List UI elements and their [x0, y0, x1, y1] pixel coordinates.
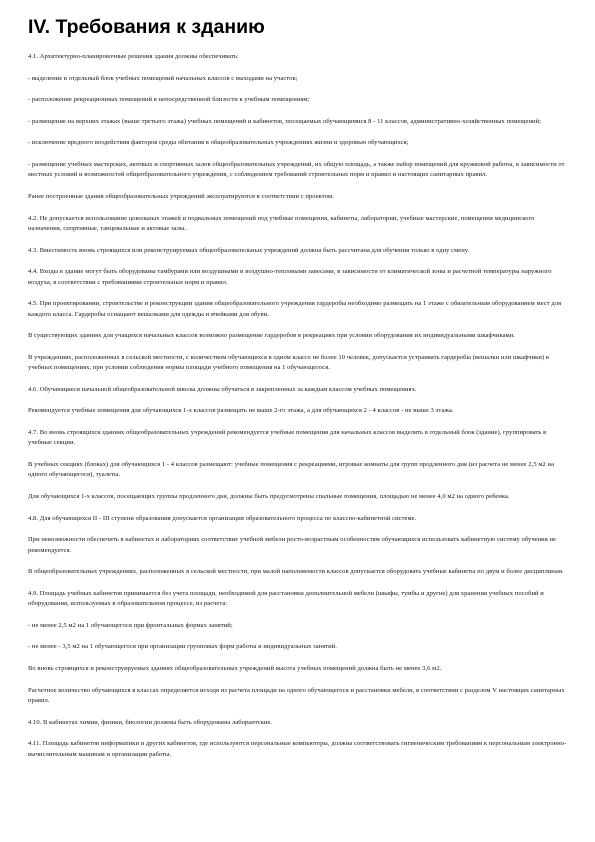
paragraph-4-4: 4.4. Входы в здание могут быть оборудованы тамбурами или воздушными и воздушно-тепловыми завесами, в зависимости от климатической зоны и расчетной температуры наружного воздуха, в соответствии с требованиями строительных норм и правил.: [28, 268, 552, 286]
paragraph-4-5: 4.5. При проектировании, строительстве и реконструкции здания общеобразовательного учреждения гардеробы необходимо размещать на 1 этаже с обязательным оборудованием мест для каждого класса. Гардеробы оснащают вешалками для одежды и ячейками для обуви.: [28, 300, 562, 318]
paragraph: Рекомендуется учебные помещения для обучающихся 1-х классов размещать не выше 2-го этажа, а для обучающихся 2 - 4 классов - не выше 3 этажа.: [28, 407, 454, 415]
list-item: - размещение учебных мастерских, актовых и спортивных залов общеобразовательных учреждений, их общую площадь, а также набор помещений для кружковой работы, в зависимости от местных условий и возможностей общеобразовательного учреждения, с соблюдением требований строительных норм и правил и настоящих санитарных правил.: [28, 160, 565, 179]
list-item: - размещение на верхних этажах (выше третьего этажа) учебных помещений и кабинетов, посещаемых обучающимися 8 - 11 классов, административно-хозяйственных помещений;: [28, 117, 542, 125]
paragraph-4-10: 4.10. В кабинетах химии, физики, биологии должны быть оборудованы лаборантские.: [28, 718, 273, 726]
paragraph-4-11: 4.11. Площадь кабинетов информатики и других кабинетов, где используются персональные компьютеры, должна соответствовать гигиеническим требованиям к персональным электронно-вычислительным машинам и организации работы.: [28, 740, 567, 758]
list-item: - исключение вредного воздействия факторов среды обитания в общеобразовательных учреждениях жизни и здоровью обучающихся;: [28, 139, 409, 147]
paragraph: В учебных секциях (блоках) для обучающихся 1 - 4 классов размещают: учебные помещения с рекреациями, игровые комнаты для групп продленного дня (из расчета не менее 2,5 м2 на одного обучающегося), туалеты.: [28, 460, 555, 479]
paragraph-4-9: 4.9. Площадь учебных кабинетов принимается без учета площади, необходимой для расстановки дополнительной мебели (шкафы, тумбы и другие) для хранения учебных пособий и оборудования, используемых в образовательном процессе, из расчета:: [28, 589, 544, 608]
list-item: - не менее 2,5 м2 на 1 обучающегося при фронтальных формах занятий;: [28, 621, 233, 629]
paragraph: В общеобразовательных учреждениях, расположенных в сельской местности, при малой наполняемости классов допускается оборудовать учебные кабинеты по двум и более дисциплинам.: [28, 568, 564, 576]
paragraph: При невозможности обеспечить в кабинетах и лабораториях соответствие учебной мебели росто-возрастным особенностям обучающихся использовать кабинетную систему обучения не рекомендуется.: [28, 536, 556, 554]
list-item: - не менее - 3,5 м2 на 1 обучающегося при организации групповых форм работы и индивидуальных занятий.: [28, 643, 337, 651]
list-item: - расположение рекреационных помещений в непосредственной близости к учебным помещениям;: [28, 96, 310, 104]
paragraph: Во вновь строящихся и реконструируемых зданиях общеобразовательных учреждений высота учебных помещений должна быть не менее 3,6 м2.: [28, 664, 442, 672]
paragraph: В учреждениях, расположенных в сельской местности, с количеством обучающихся в одном классе не более 10 человек, допускается устраивать гардеробы (вешалки или шкафчики) в учебных помещениях, при условии соблюдения нормы площади учебного помещения на 1 обучающегося.: [28, 353, 549, 372]
page-title: IV. Требования к зданию: [28, 16, 265, 38]
paragraph-4-6: 4.6. Обучающиеся начальной общеобразовательной школы должны обучаться в закрепленных за каждым классом учебных помещениях.: [28, 385, 417, 393]
paragraph: Для обучающихся 1-х классов, посещающих группы продленного дня, должны быть предусмотрены спальные помещения, площадью не менее 4,0 м2 на одного ребенка.: [28, 492, 510, 500]
paragraph-4-3: 4.3. Вместимость вновь строящихся или реконструируемых общеобразовательных учреждений должна быть рассчитана для обучения только в одну смену.: [28, 246, 470, 254]
paragraph: Ранее построенные здания общеобразовательных учреждений эксплуатируются в соответствии с проектом.: [28, 192, 334, 200]
paragraph: Расчетное количество обучающихся в классах определяется исходя из расчета площади на одного обучающегося и расстановки мебели, в соответствии с разделом V настоящих санитарных правил.: [28, 686, 565, 704]
list-item: - выделение в отдельный блок учебных помещений начальных классов с выходами на участок;: [28, 74, 298, 82]
paragraph-4-7: 4.7. Во вновь строящихся зданиях общеобразовательных учреждений рекомендуется учебные помещения для начальных классов выделять в отдельный блок (здание), группировать в учебные секции.: [28, 428, 547, 447]
paragraph-4-2: 4.2. Не допускается использование цокольных этажей и подвальных помещений под учебные помещения, кабинеты, лаборатории, учебные мастерские, помещения медицинского назначения, спортивные, танцевальные и актовые залы.: [28, 214, 535, 232]
paragraph: В существующих зданиях для учащихся начальных классов возможно размещение гардеробов в рекреациях при условии оборудования их индивидуальными шкафчиками.: [28, 332, 515, 340]
paragraph-4-1: 4.1. Архитектурно-планировочные решения здания должны обеспечивать:: [28, 53, 239, 60]
paragraph-4-8: 4.8. Для обучающихся II - III ступени образования допускается организация образовательного процесса по классно-кабинетной системе.: [28, 514, 417, 522]
